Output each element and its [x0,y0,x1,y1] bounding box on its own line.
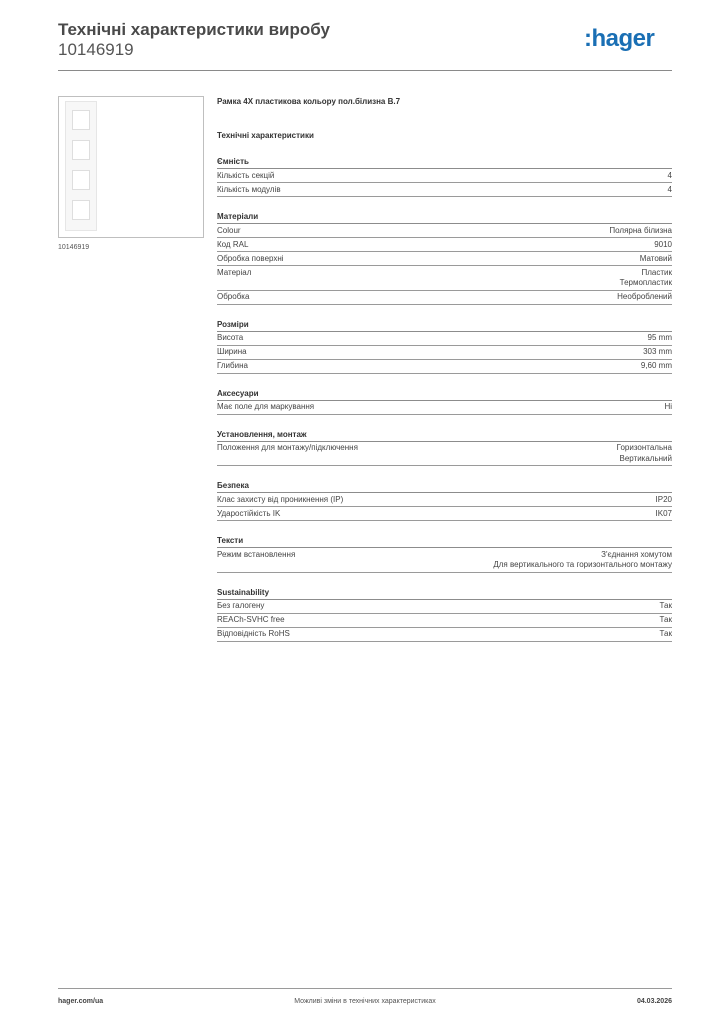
spec-row [217,614,672,628]
spec-label: Colour [217,225,241,235]
spec-row [217,600,672,614]
spec-label: Код RAL [217,239,249,249]
spec-section [217,388,672,415]
spec-value: Пластик Термопластик [619,267,672,287]
spec-content [217,96,672,642]
spec-value: 4 [667,170,672,180]
spec-row [217,493,672,507]
footer-disclaimer: Можливі зміни в технічних характеристиках [294,998,436,1005]
frame-slot [72,200,90,220]
spec-value: 9,60 mm [640,361,672,370]
spec-section [217,429,672,467]
spec-value: З'єднання хомутом Для вертикального та горизонтального монтажу [493,549,672,569]
spec-value: Так [659,629,672,638]
spec-section [217,156,672,197]
spec-label: Клас захисту від проникнення (IP) [217,494,344,504]
spec-row [217,183,672,197]
spec-row [217,507,672,521]
page-title: Технічні характеристики виробу [58,20,330,39]
section-title: Безпека [217,480,672,493]
footer-divider [58,988,672,989]
spec-label: Глибина [217,361,248,370]
spec-label: Кількість секцій [217,170,275,180]
spec-value: 95 mm [647,333,672,342]
product-image [58,96,204,238]
page-header [58,20,672,60]
spec-label: Обробка [217,292,250,301]
spec-label: Без галогену [217,601,265,610]
spec-value: IK07 [655,508,672,518]
section-title: Sustainability [217,587,672,600]
spec-value: Горизонтальна Вертикальний [616,443,672,463]
spec-value: Необроблений [617,292,672,301]
svg-text::hager: :hager [584,25,655,52]
spec-row [217,628,672,642]
spec-value: Матовий [639,253,672,263]
spec-row [217,401,672,415]
spec-value: 303 mm [643,347,672,356]
spec-row [217,346,672,360]
section-title: Аксесуари [217,388,672,401]
frame-slot [72,140,90,160]
spec-section [217,319,672,374]
hager-logo [584,24,672,52]
spec-label: Має поле для маркування [217,402,315,411]
tech-heading: Технічні характеристики [217,131,314,140]
spec-label: REACh-SVHC free [217,615,285,624]
spec-value: Так [659,601,672,610]
spec-row [217,332,672,346]
spec-value: Полярна білизна [609,225,672,235]
image-caption: 10146919 [58,244,90,251]
section-title: Матеріали [217,211,672,224]
spec-label: Висота [217,333,244,342]
frame-illustration [65,101,97,231]
spec-label: Положення для монтажу/підключення [217,443,358,452]
section-title: Розміри [217,319,672,332]
spec-section [217,535,672,573]
spec-label: Відповідність RoHS [217,629,290,638]
spec-value: 4 [667,184,672,194]
spec-row [217,291,672,305]
spec-value: 9010 [654,239,672,249]
spec-value: Ні [664,402,672,411]
section-title: Установлення, монтаж [217,429,672,442]
footer-date: 04.03.2026 [636,998,672,1005]
spec-section [217,480,672,521]
frame-slot [72,170,90,190]
spec-label: Ударостійкість IK [217,508,281,518]
spec-label: Кількість модулів [217,184,281,194]
spec-row [217,548,672,573]
footer-website-link[interactable]: hager.com/ua [58,998,104,1005]
spec-sections [217,156,672,642]
spec-label: Ширина [217,347,247,356]
spec-label: Режим встановлення [217,549,296,559]
spec-row [217,442,672,467]
spec-label: Обробка поверхні [217,253,284,263]
spec-row [217,266,672,291]
spec-row [217,252,672,266]
spec-row [217,238,672,252]
spec-row [217,360,672,374]
spec-value: IP20 [655,494,672,504]
product-code: 10146919 [58,40,134,59]
header-divider [58,70,672,71]
spec-row [217,224,672,238]
spec-section [217,211,672,305]
product-name: Рамка 4X пластикова кольору пол.білизна B.7 [217,97,401,106]
spec-row [217,169,672,183]
spec-label: Матеріал [217,267,252,277]
spec-section [217,587,672,642]
spec-value: Так [659,615,672,624]
section-title: Ємність [217,156,672,169]
frame-slot [72,110,90,130]
section-title: Тексти [217,535,672,548]
